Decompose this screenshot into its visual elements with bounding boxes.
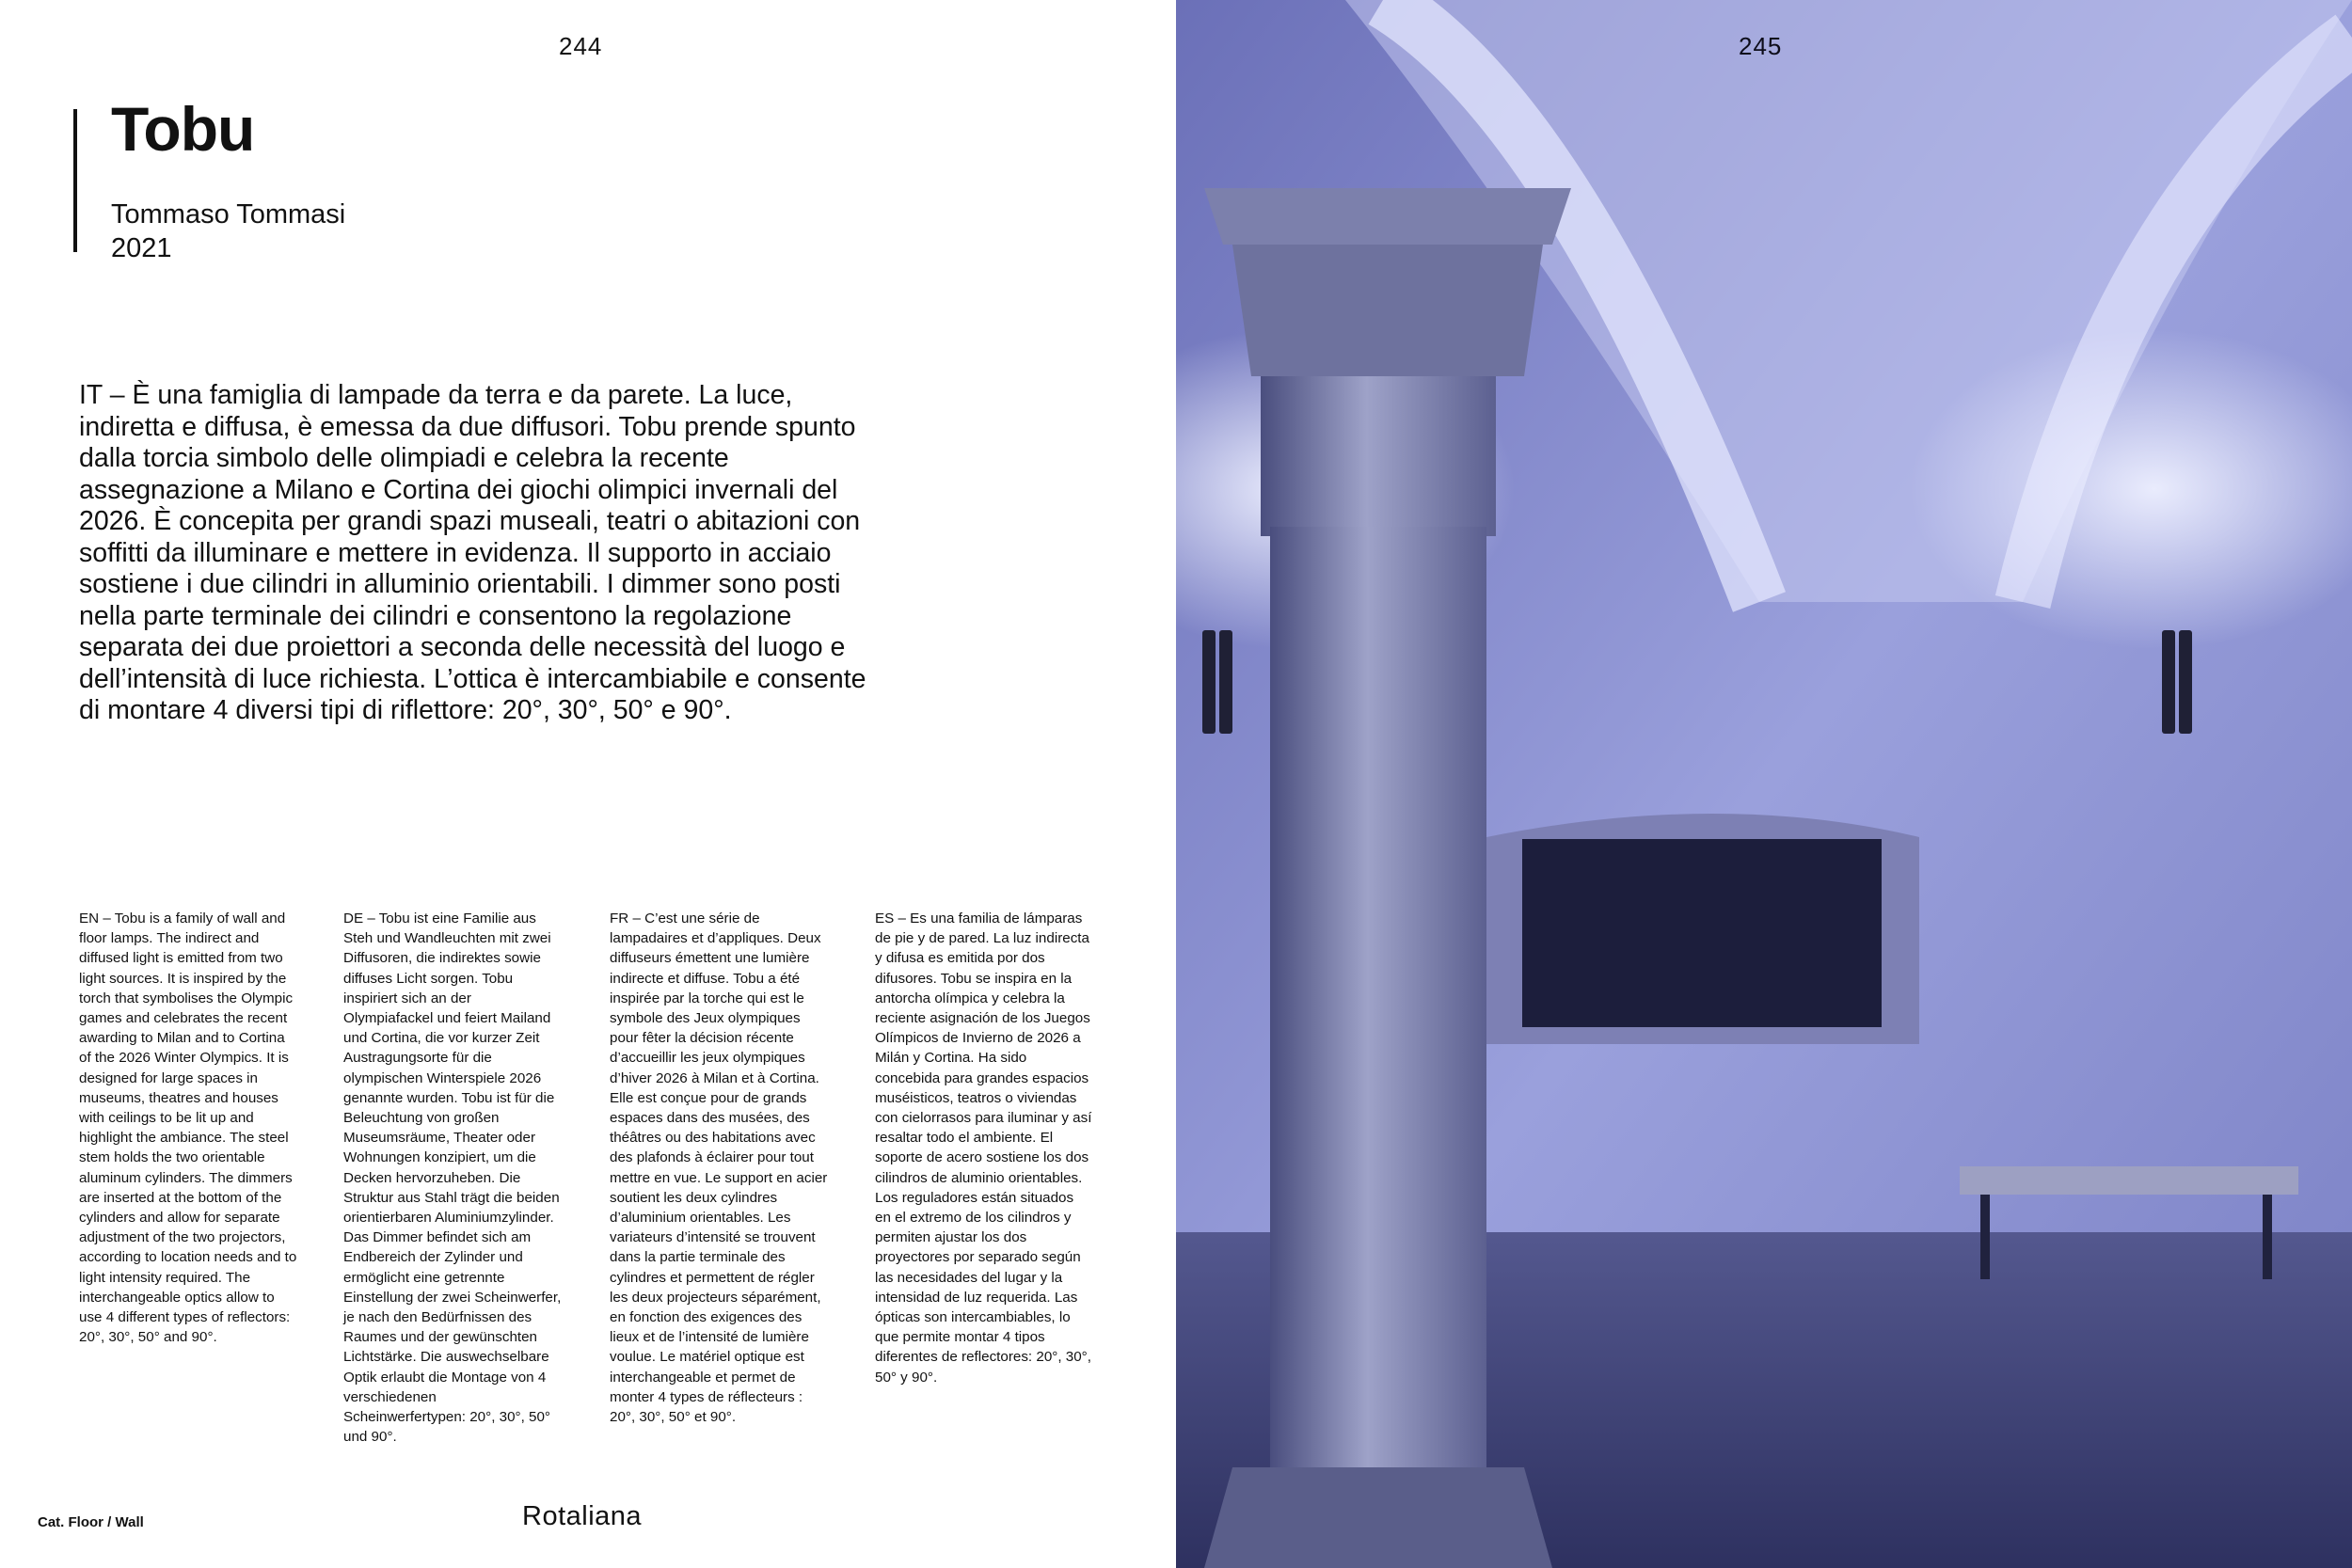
fireplace-opening <box>1522 839 1882 1027</box>
spanish-description: ES – Es una familia de lámparas de pie y de pared. La luz indirecta y difusa es emitida por dos difusores. Tobu se inspira en la antorcha olímpica y celebra la reciente asignación de los Juegos Olímpicos de Invierno de 2026 a Milán y Cortina. Ha sido concebida para grandes espacios muséisticos, teatros o viviendas con cielorrasos para iluminar y así resaltar todo el ambiente. El soporte de acero sostiene los dos cilindros de aluminio orientables. Los reguladores están situados en el extremo de los cilindros y permiten ajustar los dos proyectores por separado según las necesidades del lugar y la intensidad de luz requerida. Las ópticas son intercambiables, lo que permite montar 4 tipos diferentes de reflectores: 20°, 30°, 50° y 90°. <box>875 911 1092 1386</box>
designer-block <box>111 198 345 265</box>
english-description: EN – Tobu is a family of wall and floor lamps. The indirect and diffused light is emitted from two light sources. It is inspired by the torch that symbolises the Olympic games and celebrates the recent awarding to Milan and to Cortina of the 2026 Winter Olympics. It is designed for large spaces in museums, theatres and houses with ceilings to be lit up and highlight the ambiance. The steel stem holds the two orientable aluminum cylinders. The dimmers are inserted at the bottom of the cylinders and allow for separate adjustment of the two projectors, according to location needs and to light intensity required. The interchangeable optics allow to use 4 different types of reflectors: 20°, 30°, 50° and 90°. <box>79 911 297 1346</box>
interior-photograph <box>1176 0 2352 1568</box>
italian-description: IT – È una famiglia di lampade da terra e da parete. La luce, indiretta e diffusa, è emessa da due diffusori. Tobu prende spunto dalla torcia simbolo delle olimpiadi e celebra la recente assegnazione a Milano e Cortina dei giochi olimpici invernali del 2026. È concepita per grandi spazi museali, teatri o abitazioni con soffitti da illuminare e mettere in evidenza. Il supporto in acciaio sostiene i due cilindri in alluminio orientabili. I dimmer sono posti nella parte terminale dei cilindri e consentono la regolazione separata dei due proiettori a seconda delle necessità del luogo e dell’intensità di luce richiesta. L’ottica è intercambiabile e consente di montare 4 diversi tipi di riflettore: 20°, 30°, 50° e 90°. <box>79 380 866 725</box>
product-title: Tobu <box>111 94 255 164</box>
german-description: DE – Tobu ist eine Familie aus Steh und Wandleuchten mit zwei Diffusoren, die indirektes sowie diffuses Licht sorgen. Tobu inspiriert sich an der Olympiafackel und feiert Mailand und Cortina, die vor kurzer Zeit Austragungsorte für die olympischen Winterspiele 2026 genannte wurden. Tobu ist für die Beleuchtung von großen Museumsräume, Theater oder Wohnungen konzipiert, um die Decken hervorzuheben. Die Struktur aus Stahl trägt die beiden orientierbaren Aluminiumzylinder. Das Dimmer befindet sich am Endbereich der Zylinder und ermöglicht eine getrennte Einstellung der zwei Scheinwerfer, je nach den Bedürfnissen des Raumes und der gewünschten Lichtstärke. Die auswechselbare Optik erlaubt die Montage von 4 verschiedenen Scheinwerfertypen: 20°, 30°, 50° und 90°. <box>343 911 562 1446</box>
brand-name: Rotaliana <box>522 1501 643 1531</box>
category-label: Cat. Floor / Wall <box>38 1514 144 1530</box>
right-page <box>1176 0 2352 1568</box>
title-rule <box>73 109 77 252</box>
designer-name: Tommaso Tommasi <box>111 199 346 230</box>
design-year: 2021 <box>111 233 172 263</box>
page-number-right: 245 <box>1739 32 1783 60</box>
french-description: FR – C’est une série de lampadaires et d’appliques. Deux diffuseurs émettent une lumière indirecte et diffuse. Tobu a été inspirée par la torche qui est le symbole des Jeux olympiques pour fêter la décision récente d’accueillir les jeux olympiques d’hiver 2026 à Milan et à Cortina. Elle est conçue pour de grands espaces dans des musées, des théâtres ou des habitations avec des plafonds à éclairer pour tout mettre en vue. Le support en acier soutient les deux cylindres d’aluminium orientables. Les variateurs d’intensité se trouvent dans la partie terminale des cylindres et permettent de régler les deux projecteurs séparément, en fonction des exigences des lieux et de l’intensité de lumière voulue. Le matériel optique est interchangeable et permet de monter 4 types de réflecteurs : 20°, 30°, 50° et 90°. <box>610 911 828 1426</box>
page-number-left: 244 <box>559 32 603 60</box>
